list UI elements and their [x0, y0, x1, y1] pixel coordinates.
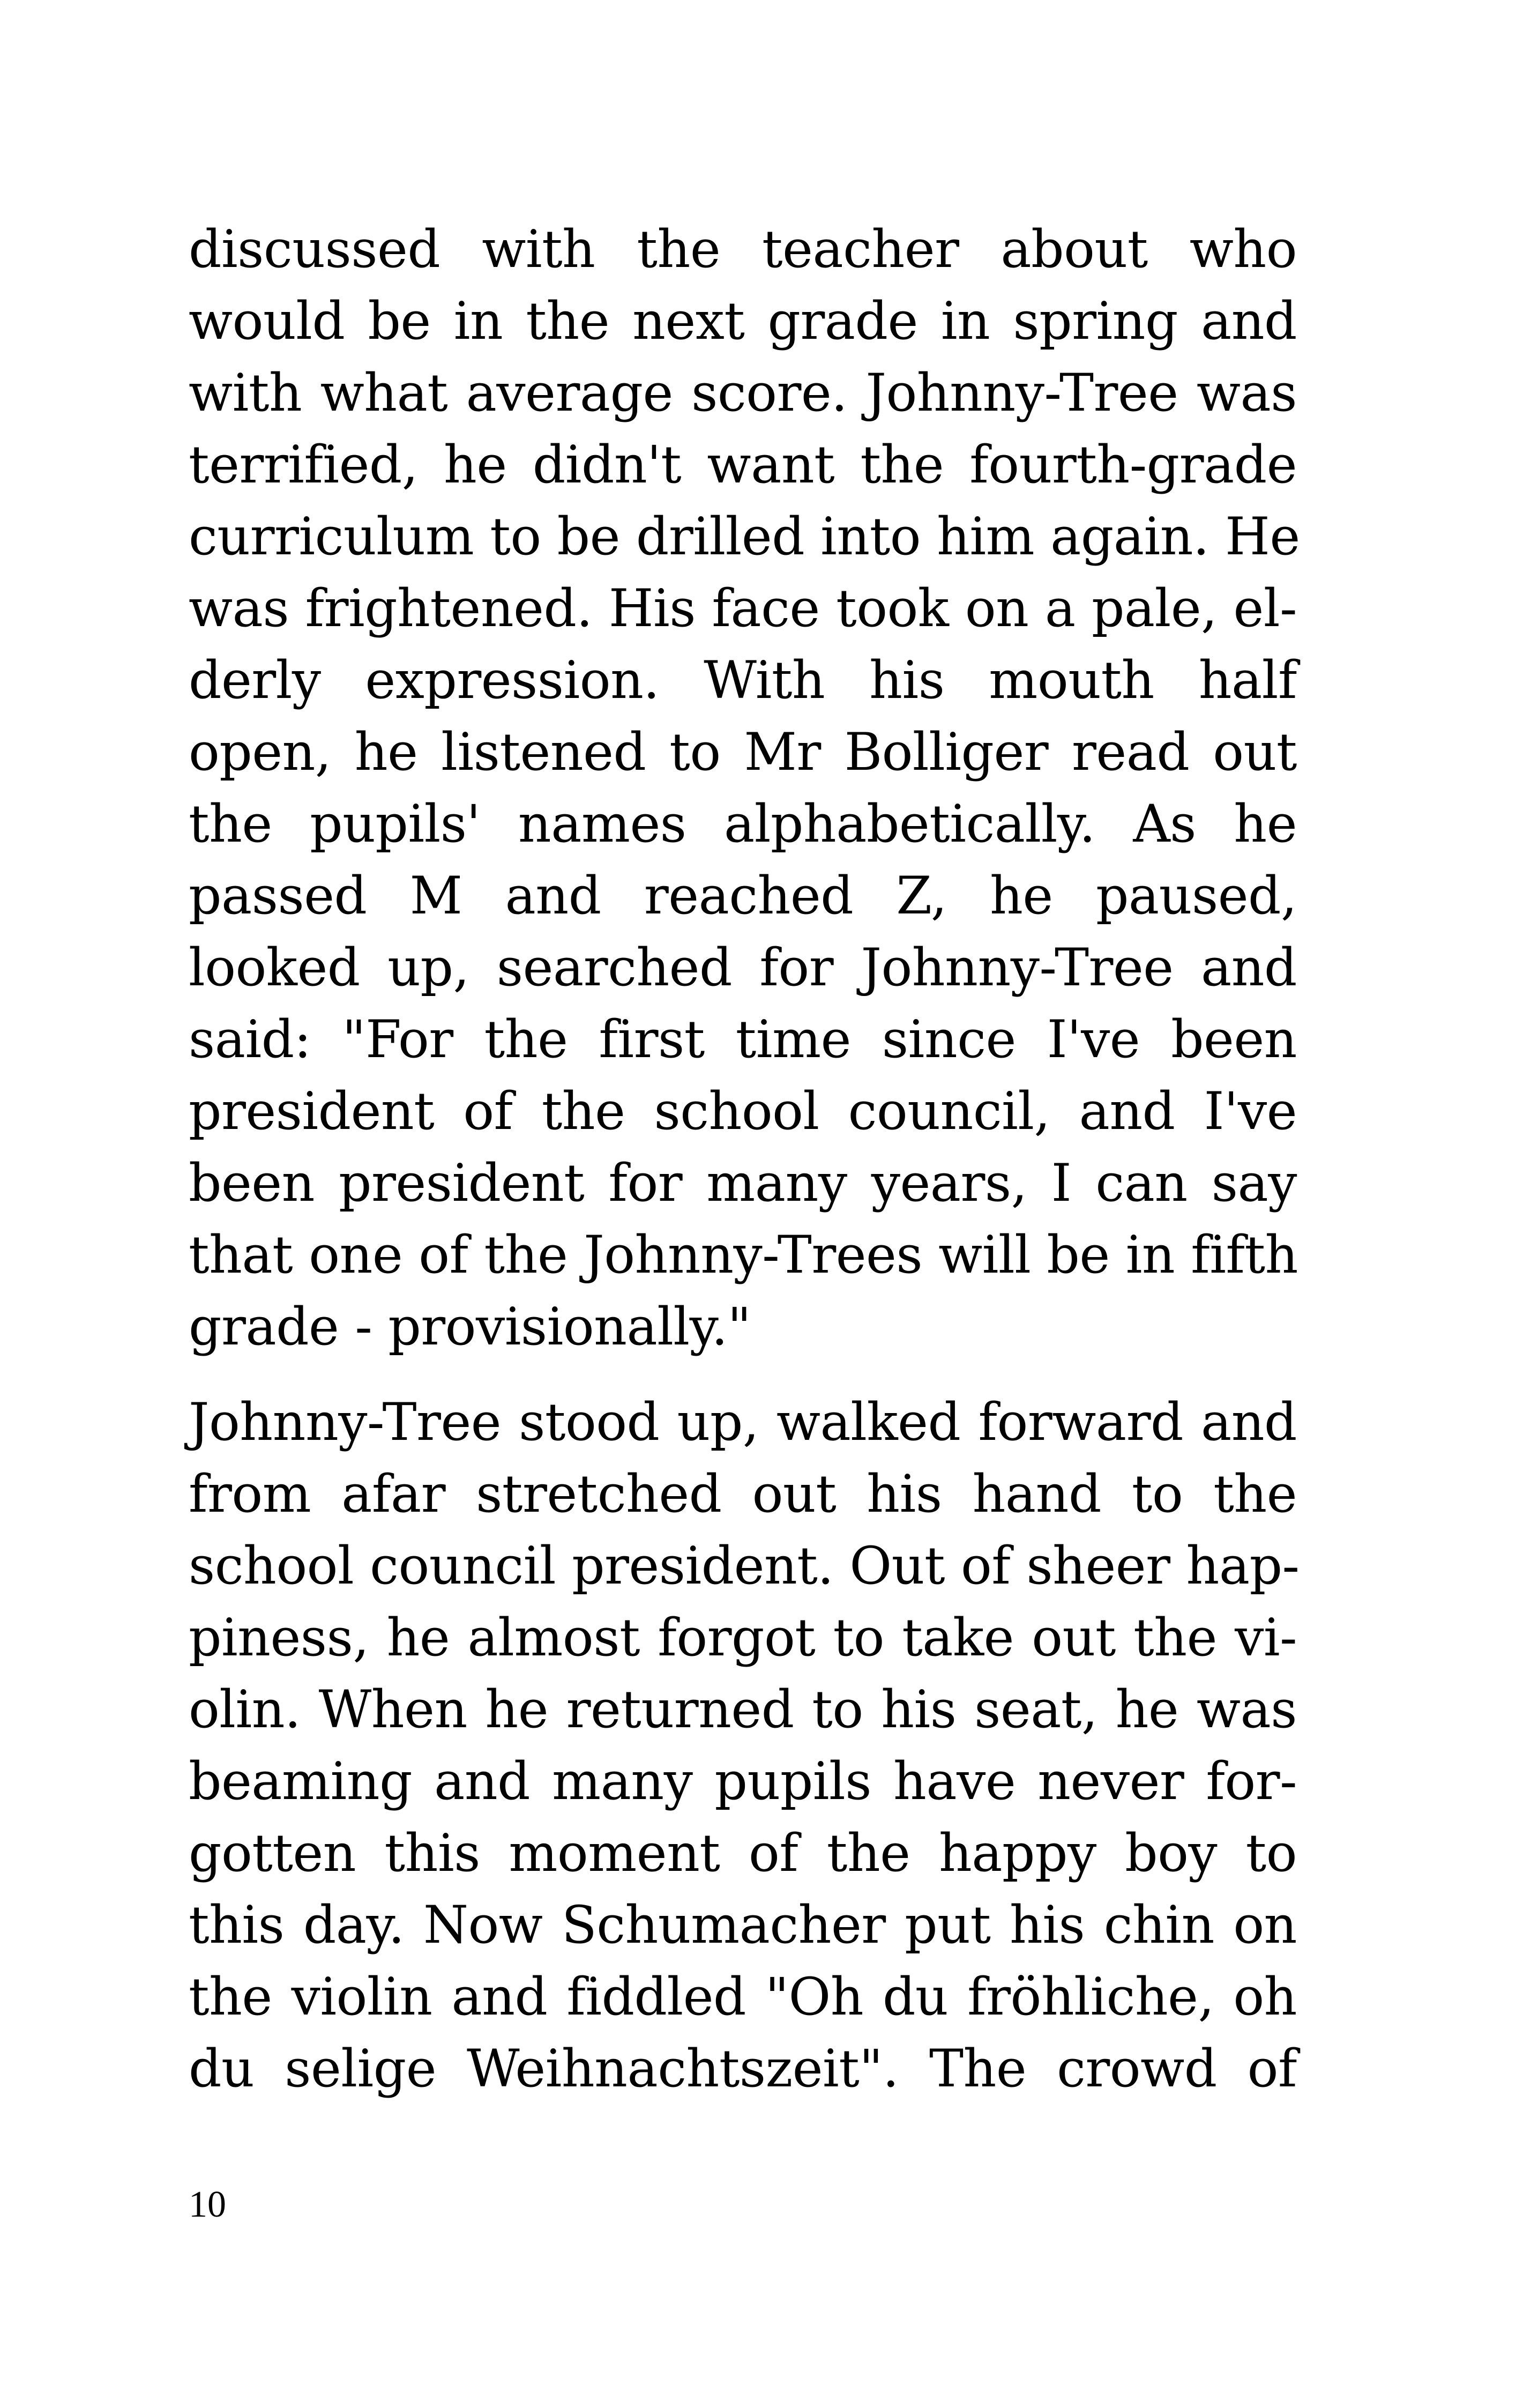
- text-line: with what average score. Johnny-Tree was: [189, 363, 1297, 423]
- text-line: would be in the next grade in spring and: [189, 291, 1297, 351]
- text-line: olin. When he returned to his seat, he was: [189, 1679, 1297, 1740]
- paragraph-spacer: [189, 1363, 1297, 1386]
- text-line: derly expression. With his mouth half: [189, 650, 1297, 710]
- text-line: passed M and reached Z, he paused,: [189, 866, 1297, 926]
- text-line: from afar stretched out his hand to the: [189, 1464, 1297, 1524]
- text-line: that one of the Johnny-Trees will be in fifth: [189, 1225, 1298, 1285]
- text-line: open, he listened to Mr Bolliger read out: [189, 722, 1297, 782]
- text-line: piness, he almost forgot to take out the vi-: [189, 1608, 1297, 1668]
- text-line: terrified, he didn't want the fourth-grade: [189, 435, 1297, 495]
- text-line: du selige Weihnachtszeit". The crowd of: [189, 2039, 1297, 2099]
- paragraph-1: [189, 213, 1300, 1363]
- body-text: [189, 213, 1300, 2105]
- text-line: Johnny-Tree stood up, walked forward and: [189, 1392, 1297, 1452]
- text-line: school council president. Out of sheer hap-: [189, 1536, 1300, 1596]
- text-line: the pupils' names alphabetically. As he: [189, 794, 1297, 854]
- text-line: discussed with the teacher about who: [189, 219, 1297, 279]
- text-line: curriculum to be drilled into him again. He: [189, 507, 1300, 567]
- page-number: 10: [189, 2184, 226, 2225]
- text-line: looked up, searched for Johnny-Tree and: [189, 938, 1297, 998]
- text-line: the violin and fiddled "Oh du fröhliche, oh: [189, 1967, 1297, 2027]
- text-line: president of the school council, and I've: [189, 1081, 1297, 1141]
- text-line: gotten this moment of the happy boy to: [189, 1823, 1297, 1883]
- text-line: said: "For the first time since I've been: [189, 1009, 1297, 1069]
- text-line: grade - provisionally.": [189, 1297, 751, 1357]
- text-line: this day. Now Schumacher put his chin on: [189, 1895, 1297, 1955]
- text-line: beaming and many pupils have never for-: [189, 1751, 1297, 1811]
- text-line: was frightened. His face took on a pale, el-: [189, 578, 1297, 638]
- paragraph-2: [189, 1386, 1300, 2105]
- text-line: been president for many years, I can say: [189, 1153, 1297, 1213]
